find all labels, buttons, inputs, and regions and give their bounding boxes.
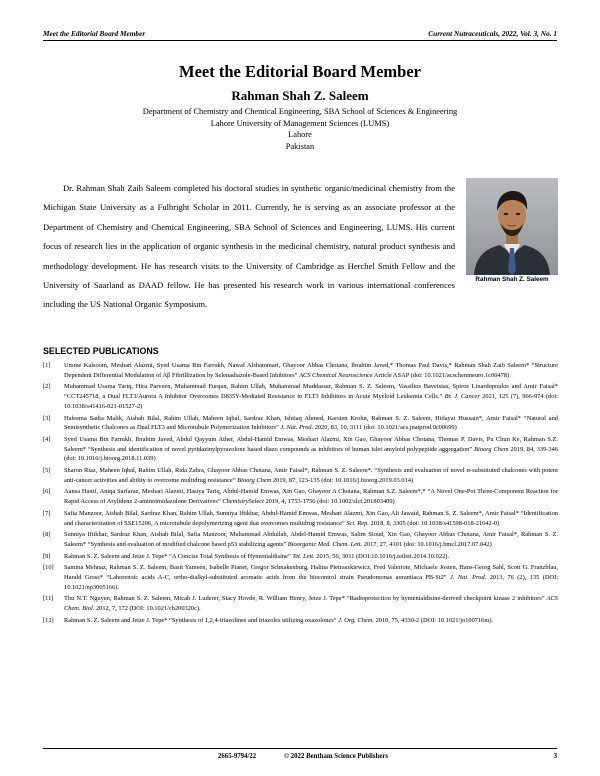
publication-authors: Rahman S. Z. Saleem and Jetze J. Tepe*: [64, 616, 170, 624]
publication-item: [43, 466, 558, 486]
publication-journal: J. Nat. Prod.: [280, 424, 314, 432]
publication-item: [43, 552, 558, 562]
publication-details: 2013, 76 (2), 135 (DOI: 10.1021/np3005166).: [64, 574, 558, 591]
publication-authors: Syed Usama Bin Farrukh, Ibrahim Javed, Abdul Qayyum Ather, Abdul-Hamid Emwas, Meshari Alazmi, Xin Gao, Ghayoor Abbas Chotana, Thomas P. Davis, Pu Chun Ke, Rahman S.Z. Saleem*: [64, 435, 558, 453]
page-number: 3: [553, 753, 557, 760]
publication-journal: Tet. Lett.: [292, 552, 315, 560]
publication-item: [43, 530, 558, 550]
publication-details: 2017, 27, 4101 (doi: 10.1016/j.bmcl.2017.07.042): [362, 540, 492, 548]
publication-journal: ACS Chemical Neuroscience: [299, 371, 373, 379]
publication-authors: Muhammad Usama Tariq, Hira Parveen, Muhammad Furqan, Rahim Ullah, Muhammad Muddassar, Rahman S. Z. Saleem, Vassilios Bavetsias, Spiros Linardopoulos and Amir Faisal*: [64, 383, 558, 391]
publication-authors: Haleema Sadia Malik, Aishah Bilal, Rahim Ullah, Maheen Iqbal, Sardraz Khan, Ishtiaq Ahmed, Karsten Krohn, Rahman S. Z. Saleem, Hidayat Hussain*, Amir Faisal*: [64, 414, 524, 422]
publication-item: [43, 361, 558, 381]
publication-title: “Lahorenoic acids A-C, ortho-dialkyl-substituted aromatic acids from the biocontrol strain Pseudomonas aurantiaca PB-St2”: [106, 574, 451, 582]
publication-journal: J. Nat. Prod.: [450, 574, 487, 582]
publication-number: [6]: [43, 488, 51, 496]
publication-authors: Sunniya Iftikhar, Sardraz Khan, Aishah Bilal, Safia Manzoor, Muhammad Abdullah, Abdel-Hamid Emwas, Salim Sioud, Xin Gao, Ghayoor Abbas Chotana, Amir Faisal*, Rahman S. Z. Saleem*: [64, 531, 558, 548]
publication-journal: ChemistrySelect: [222, 498, 264, 506]
publication-number: [1]: [43, 362, 51, 369]
publication-authors: Sharon Riaz, Maheen Iqbal, Rahim Ullah, Rida Zahra, Ghayoor Abbas Chotana, Amir Faisal*, Rahman S. Z. Saleem*.: [64, 467, 375, 475]
publication-title: “Synthesis and evaluation of modified chalcone based p53 stabilizing agents”: [87, 540, 288, 548]
publication-number: [9]: [43, 552, 51, 560]
publication-number: [4]: [43, 435, 51, 443]
publications-list: [43, 361, 558, 627]
affiliation-line: Lahore University of Management Sciences (LUMS): [210, 118, 390, 128]
publication-authors: Aansa Hanif, Aniqa Sarfaraz, Meshari Alazmi, Hasiya Tariq, Abdul-Hamid Emwas, Xin Gao, Ghayoor A Chotana, Rahman S.Z. Saleem*,*: [64, 488, 428, 496]
footer-copyright: © 2022 Bentham Science Publishers: [284, 753, 389, 760]
publication-number: [5]: [43, 467, 51, 475]
publication-details: 2019, 87, 123-135 (doi: 10.1016/j.bioorg.2019.03.014): [271, 476, 414, 484]
publication-journal: Bioorg Chem: [474, 445, 509, 453]
publication-journal: Bioorganic Med. Chem. Lett.: [287, 540, 363, 548]
publication-title: “CCT245718, a Dual FLT3/Aurora A Inhibitor Overcomes D835Y-Mediated Resistance to FLT3 Inhibitors in Acute Myeloid Leukemia Cells.”: [64, 393, 445, 401]
publication-number: [11]: [43, 595, 54, 603]
publication-title: “Synthesis and evaluation of novel α-substituted chalcones with potent anti-cancer activities and ability to overcome multidrug resistance”: [64, 467, 558, 484]
publication-authors: Safia Manzoor, Aishah Bilal, Sardraz Khan, Rahim Ullah, Sunniya Iftikhar, Abdul-Hamid Emwas, Meshari Alazmi, Xin Gao, Ali Jawaid, Rahman S. Z. Saleem*, Amir Faisal*: [64, 509, 521, 517]
publication-title: “Synthesis of 1,2,4-triazolines and triazoles utilizing oxazolones”: [169, 616, 339, 624]
publication-number: [10]: [43, 564, 54, 572]
publication-item: [43, 487, 558, 507]
affiliation-line: Department of Chemistry and Chemical Engineering, SBA School of Sciences & Engineering: [142, 107, 458, 116]
publication-item: [43, 594, 558, 614]
header-rule: [43, 40, 557, 41]
publication-title: “Synthesis and identification of novel pyridazinylpyrazolone based diazo compounds as inhibitors of human islet amyloid polypeptide aggregation”: [87, 445, 475, 453]
publication-item: [43, 616, 558, 626]
publication-title: “Identification and characterization of SSE15206, A microtubule depolymerizing agent that overcomes multidrug resistance”: [64, 509, 558, 527]
publication-item: [43, 509, 558, 529]
footer-issn: 2665-9794/22: [218, 753, 257, 760]
publication-number: [2]: [43, 383, 51, 391]
publication-authors: Umme Kalsoom, Meshari Alazmi, Syed Usama Bin Farrukh, Nawaf Alshammari, Ghayoor Abbas Chotana, Ibrahim Javed,* Thomas Paul Davis,* Rahman Shah Zaib Saleem*: [64, 362, 532, 369]
publication-details: 2015, 56, 3011 (DOI:10.1016/j.tetlett.2014.10.022).: [314, 552, 449, 560]
publications-heading: SELECTED PUBLICATIONS: [43, 346, 159, 356]
publication-title: “Structure Dependent Differential Modulation of Aβ Fibrillization by Selenadiazole-Based Inhibitors”: [64, 362, 558, 379]
running-header-left: Meet the Editorial Board Member: [43, 29, 146, 38]
publication-journal: Br. J. Cancer: [444, 393, 480, 401]
running-header-right: Current Nutraceuticals, 2022, Vol. 3, No. 1: [428, 29, 557, 38]
author-photo-block: [466, 178, 558, 283]
footer-rule: [43, 748, 557, 749]
publication-journal: Sci. Rep.: [346, 519, 369, 527]
publication-title: “A Novel One-Pot Three-Component Reaction for Rapid Access of Arylidene 2-aminoimidazolone Derivatives”: [64, 488, 558, 506]
publication-details: 2019, 84, 339-346 (doi: 10.1016/j.bioorg.2018.11.039): [64, 445, 558, 463]
page-title: Meet the Editorial Board Member: [179, 62, 421, 81]
publication-journal: ACS Chem. Biol.: [64, 595, 558, 613]
publication-authors: Samina Mehnaz, Rahman S. Z. Saleem, Basit Yameen, Isabelle Pianet, Gregor Schnakenburg, Halina Pietraszkiewicz, Fred Valeriote, Michaele Josten, Hans-Georg Sahl, Scott G. Franzblau, Harald Gross*: [64, 564, 558, 582]
publication-number: [8]: [43, 531, 51, 539]
publication-details: 2012, 7, 172 (DOI: 10.1021/cb200320c).: [94, 605, 201, 613]
publication-item: [43, 382, 558, 411]
publication-details: Article ASAP (doi: 10.1021/acschemneuro.1c00478): [372, 371, 510, 379]
publication-details: 2020, 83, 10, 3111 (doi: 10.1021/acs.jnatprod.0c00699): [313, 424, 457, 432]
publication-journal: Bioorg Chem: [237, 476, 272, 484]
publication-number: [3]: [43, 414, 51, 422]
publication-authors: Rahman S. Z. Saleem and Jetze J. Tepe*: [64, 552, 170, 560]
publication-details: 2018, 8, 3305 (doi: 10.1038/s41598-018-21642-0): [368, 519, 500, 527]
publication-details: 2019, 4, 1753-1756 (doi: 10.1002/slct.201803409): [263, 498, 395, 506]
author-photo: [466, 178, 558, 275]
biography-text: Dr. Rahman Shah Zaib Saleem completed his doctoral studies in synthetic organic/medicinal chemistry from the Michigan State University as a Fulbright Scholar in 2011. Currently, he is serving as an associate professor at the Department of Chemistry and Chemical Engineering, SBA School of Sciences and Engineering, LUMS. His current focus of research lies in the application of organic synthesis in the medicinal chemistry, natural product synthesis and methodology development. He has research visits to the University of Cambridge as Herchel Smith Fellow and the University of Saarland as DAAD fellow. He has presented his research work in various international conferences including the US National Organic Symposium.: [43, 183, 455, 310]
biography: [43, 179, 455, 315]
publication-authors: Thu N.T. Nguyen, Rahman S. Z. Saleem, Micah J. Luderer, Stacy Hovde, R. William Henry, Jetze J. Tepe*: [64, 595, 347, 603]
publication-details: 2010, 75, 4330-2 (DOI: 10.1021/jo100716m).: [373, 616, 494, 624]
publication-title: “Radioprotection by hymenialdisine-derived checkpoint kinase 2 inhibitors”: [346, 595, 547, 603]
publication-item: [43, 435, 558, 464]
publication-item: [43, 563, 558, 592]
publication-title: “A Concise Total Synthesis of Hymenialdisine”: [169, 552, 293, 560]
affiliation-line: Pakistan: [285, 141, 315, 151]
author-name: Rahman Shah Z. Saleem: [231, 88, 369, 103]
publication-details: 2021, 125 (7), 966-974 (doi: 10.1038/s41416-021-01527-2): [64, 393, 558, 410]
publication-title: “Natural and Semisynthetic Chalcones as Dual FLT3 and Microtubule Polymerization Inhibitors”: [64, 414, 558, 432]
publication-number: [7]: [43, 509, 51, 517]
photo-caption: Rahman Shah Z. Saleem: [475, 276, 549, 283]
author-affiliation: [0, 106, 600, 152]
publication-number: [12]: [43, 616, 54, 624]
affiliation-line: Lahore: [288, 130, 312, 140]
publication-item: [43, 414, 558, 434]
publication-journal: J. Org. Chem.: [338, 616, 374, 624]
